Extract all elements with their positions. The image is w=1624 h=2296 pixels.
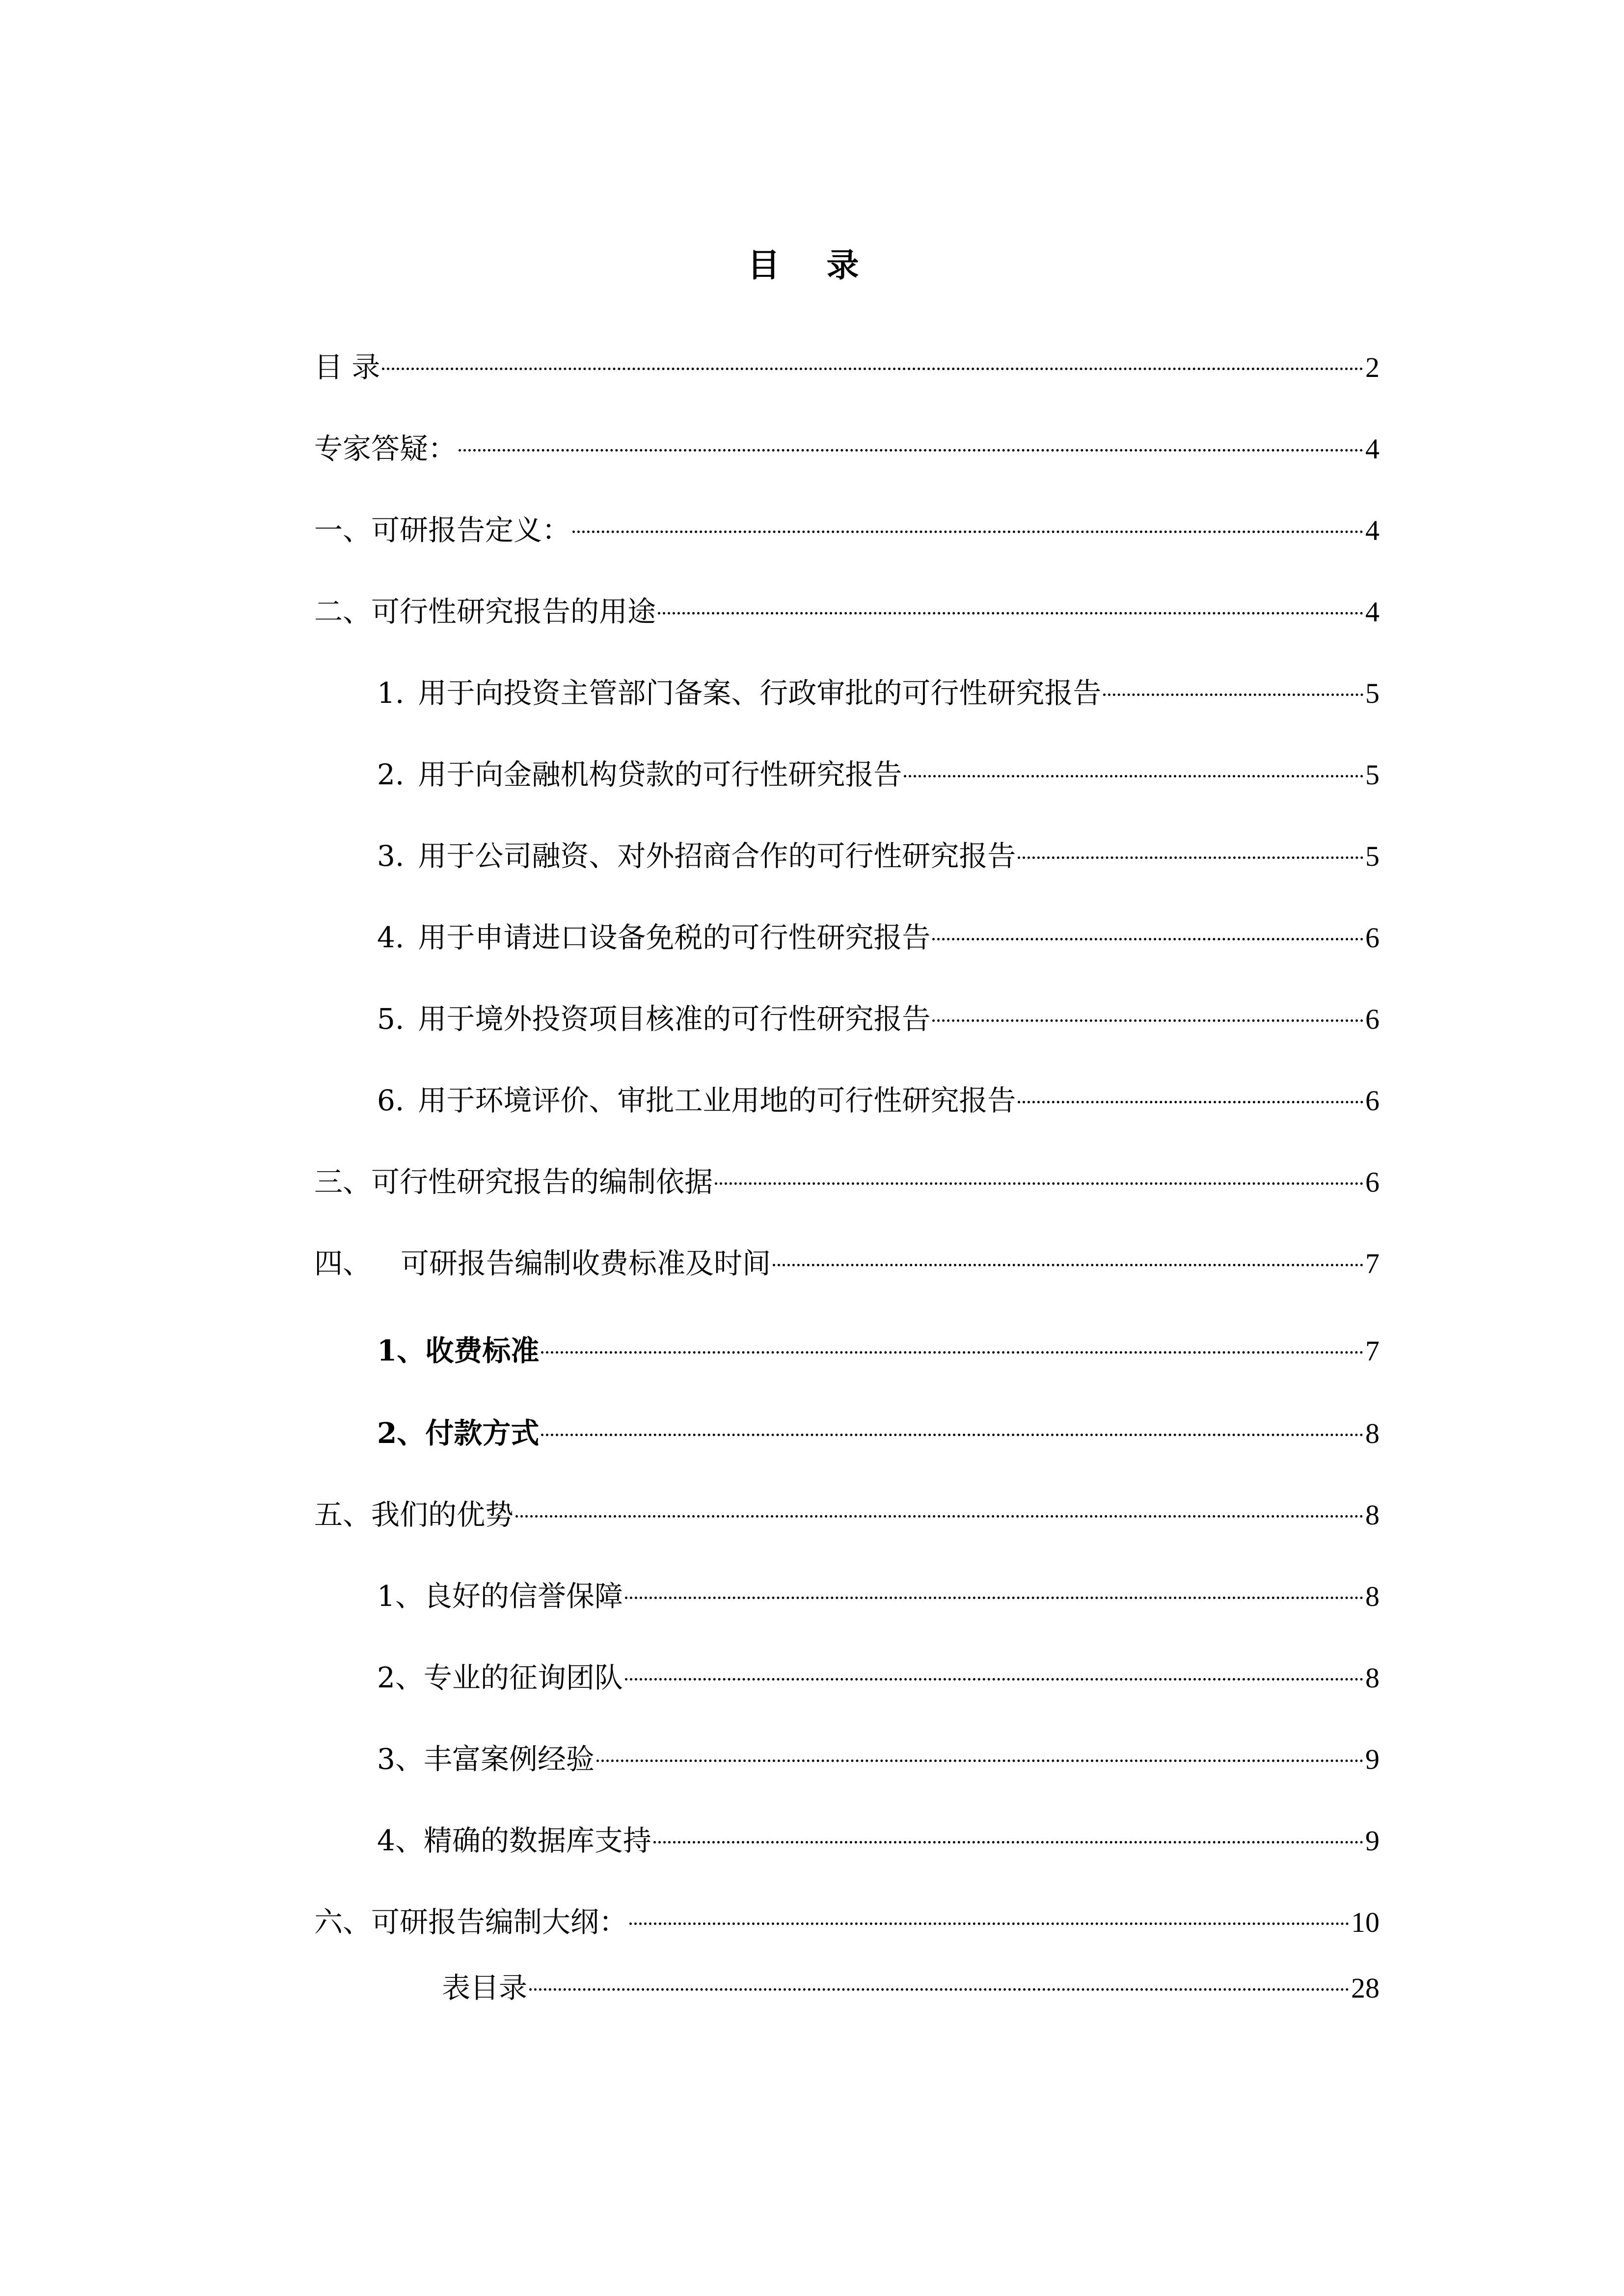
toc-entry-label: 二、可行性研究报告的用途 bbox=[314, 595, 656, 628]
toc-entry-2-3[interactable] bbox=[377, 836, 1380, 876]
toc-leader-dots bbox=[459, 449, 1363, 452]
toc-entry-page: 8 bbox=[1365, 1499, 1380, 1531]
toc-leader-dots bbox=[629, 1922, 1349, 1925]
toc-entry-4-2[interactable] bbox=[377, 1414, 1380, 1453]
toc-leader-dots bbox=[715, 1182, 1363, 1185]
toc-leader-dots bbox=[625, 1678, 1363, 1681]
toc-entry-2-6[interactable] bbox=[377, 1081, 1380, 1120]
toc-entry-page: 9 bbox=[1365, 1825, 1380, 1857]
toc-entry-label: 六、可研报告编制大纲： bbox=[314, 1905, 628, 1939]
toc-entry-label bbox=[377, 1081, 1016, 1120]
toc-entry-expert-qa[interactable] bbox=[314, 429, 1380, 468]
toc-entry-number: 4. bbox=[377, 921, 405, 954]
toc-leader-dots bbox=[382, 368, 1363, 370]
toc-entry-section-2[interactable] bbox=[314, 592, 1380, 631]
toc-entry-label: 3、丰富案例经验 bbox=[377, 1742, 595, 1776]
toc-entry-page: 4 bbox=[1365, 596, 1380, 628]
toc-entry-label: 五、我们的优势 bbox=[314, 1498, 514, 1531]
toc-entry-number: 2. bbox=[377, 758, 405, 791]
toc-entry-text: 可研报告编制收费标准及时间 bbox=[401, 1247, 771, 1280]
toc-entry-text: 用于向金融机构贷款的可行性研究报告 bbox=[418, 758, 902, 791]
toc-leader-dots bbox=[596, 1760, 1363, 1762]
toc-entry-number: 6. bbox=[377, 1084, 405, 1117]
toc-entry-page: 8 bbox=[1365, 1580, 1380, 1612]
page-title: 目 录 bbox=[747, 246, 877, 284]
toc-entry-page: 9 bbox=[1365, 1743, 1380, 1775]
toc-leader-dots bbox=[541, 1434, 1363, 1436]
toc-entry-text: 用于公司融资、对外招商合作的可行性研究报告 bbox=[418, 839, 1016, 873]
toc-entry-page: 5 bbox=[1365, 677, 1380, 709]
toc-entry-2-1[interactable] bbox=[377, 673, 1380, 713]
toc-entry-page: 6 bbox=[1365, 1166, 1380, 1198]
toc-entry-5-1[interactable] bbox=[377, 1576, 1380, 1616]
toc-entry-label: 专家答疑： bbox=[314, 432, 457, 465]
toc-leader-dots bbox=[541, 1351, 1363, 1354]
toc-leader-dots bbox=[572, 531, 1363, 533]
toc-entry-label: 4、精确的数据库支持 bbox=[377, 1824, 651, 1857]
toc-entry-text: 用于境外投资项目核准的可行性研究报告 bbox=[418, 1002, 931, 1036]
toc-entry-label: 目 录 bbox=[314, 350, 380, 384]
toc-entry-label bbox=[377, 918, 930, 957]
toc-leader-dots bbox=[1018, 1101, 1363, 1103]
toc-entry-label bbox=[377, 673, 1101, 713]
toc-entry-label: 表目录 bbox=[442, 1971, 528, 2004]
toc-entry-2-5[interactable] bbox=[377, 999, 1380, 1039]
toc-entry-text: 用于申请进口设备免税的可行性研究报告 bbox=[418, 921, 931, 954]
toc-entry-section-5[interactable] bbox=[314, 1495, 1380, 1534]
toc-entry-page: 2 bbox=[1365, 351, 1380, 383]
toc-entry-page: 5 bbox=[1365, 840, 1380, 872]
toc-entry-page: 8 bbox=[1365, 1662, 1380, 1694]
toc-entry-number: 3. bbox=[377, 839, 405, 873]
toc-entry-5-2[interactable] bbox=[377, 1658, 1380, 1697]
toc-entry-4-1[interactable] bbox=[377, 1331, 1380, 1370]
toc-entry-page: 6 bbox=[1365, 922, 1380, 954]
toc-leader-dots bbox=[1103, 694, 1363, 696]
toc-leader-dots bbox=[515, 1515, 1363, 1518]
toc-entry-label: 一、可研报告定义： bbox=[314, 513, 571, 547]
toc-leader-dots bbox=[653, 1841, 1363, 1843]
toc-leader-dots bbox=[932, 1019, 1363, 1022]
toc-entry-page: 4 bbox=[1365, 514, 1380, 546]
toc-entry-2-2[interactable] bbox=[377, 755, 1380, 794]
toc-entry-page: 4 bbox=[1365, 433, 1380, 465]
toc-entry-label bbox=[314, 1244, 771, 1283]
toc-leader-dots bbox=[658, 612, 1363, 614]
toc-entry-page: 8 bbox=[1365, 1417, 1380, 1449]
toc-entry-page: 7 bbox=[1365, 1335, 1380, 1367]
toc-entry-number: 1. bbox=[377, 676, 405, 710]
toc-entry-label: 2、专业的征询团队 bbox=[377, 1661, 623, 1694]
toc-entry-label: 1、良好的信誉保障 bbox=[377, 1579, 623, 1613]
toc-entry-2-4[interactable] bbox=[377, 918, 1380, 957]
toc-entry-5-4[interactable] bbox=[377, 1821, 1380, 1860]
toc-entry-toc[interactable] bbox=[314, 347, 1380, 387]
toc-entry-page: 10 bbox=[1351, 1906, 1380, 1938]
toc-leader-dots bbox=[904, 775, 1363, 777]
toc-entry-section-4[interactable] bbox=[314, 1244, 1380, 1283]
toc-entry-page: 7 bbox=[1365, 1248, 1380, 1280]
toc-entry-label: 1、收费标准 bbox=[377, 1334, 540, 1367]
toc-leader-dots bbox=[773, 1264, 1363, 1266]
toc-entry-label: 2、付款方式 bbox=[377, 1416, 540, 1450]
toc-entry-page: 28 bbox=[1351, 1972, 1380, 2004]
toc-entry-label: 三、可行性研究报告的编制依据 bbox=[314, 1165, 713, 1199]
toc-entry-page: 6 bbox=[1365, 1085, 1380, 1117]
toc-entry-text: 用于环境评价、审批工业用地的可行性研究报告 bbox=[418, 1084, 1016, 1117]
toc-entry-5-3[interactable] bbox=[377, 1739, 1380, 1779]
toc-entry-section-6[interactable] bbox=[314, 1902, 1380, 1942]
toc-entry-number: 5. bbox=[377, 1002, 405, 1036]
toc-entry-section-1[interactable] bbox=[314, 510, 1380, 550]
toc-entry-label bbox=[377, 999, 930, 1039]
toc-entry-label bbox=[377, 836, 1016, 876]
toc-leader-dots bbox=[1018, 856, 1363, 859]
toc-entry-number: 四、 bbox=[314, 1247, 372, 1280]
toc-leader-dots bbox=[625, 1597, 1363, 1599]
toc-entry-page: 5 bbox=[1365, 759, 1380, 791]
toc-entry-section-3[interactable] bbox=[314, 1162, 1380, 1201]
toc-leader-dots bbox=[529, 1988, 1349, 1991]
toc-entry-page: 6 bbox=[1365, 1003, 1380, 1035]
toc-entry-label bbox=[377, 755, 902, 794]
toc-entry-table-list[interactable] bbox=[442, 1968, 1380, 2007]
toc-leader-dots bbox=[932, 938, 1363, 940]
toc-entry-text: 用于向投资主管部门备案、行政审批的可行性研究报告 bbox=[418, 676, 1102, 710]
